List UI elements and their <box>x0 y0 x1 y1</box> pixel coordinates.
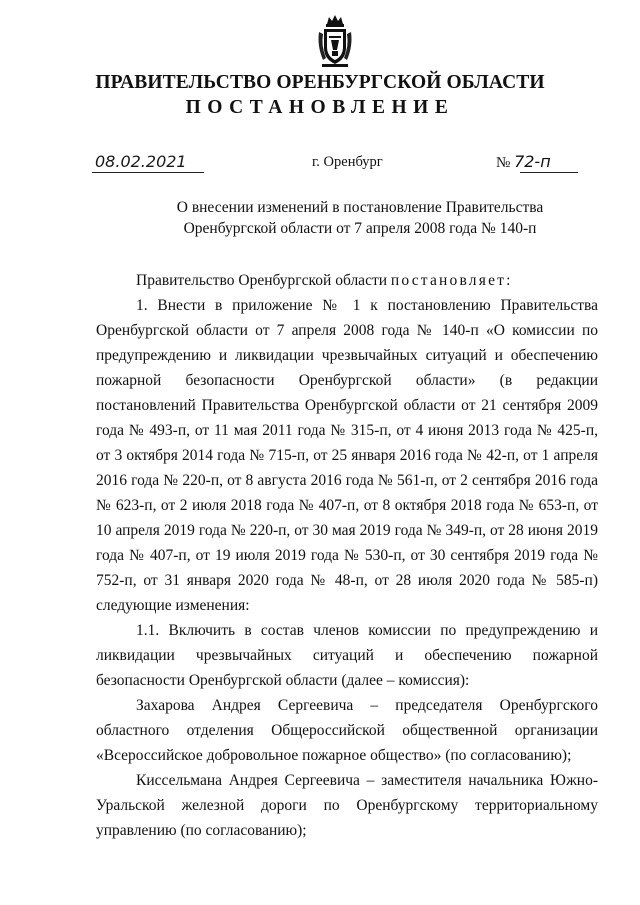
document-subject <box>120 197 600 239</box>
document-body <box>96 268 598 843</box>
organization-title: ПРАВИТЕЛЬСТВО ОРЕНБУРГСКОЙ ОБЛАСТИ <box>95 72 545 93</box>
preamble-lead: Правительство Оренбургской области <box>136 272 391 289</box>
paragraph: 1. Внести в приложение № 1 к постановлению Правительства Оренбургской области от 7 апреля 2008 года № 140-п «О комиссии по предупреждению и ликвидации чрезвычайных ситуаций и обеспечению пожарной безопасности Оренбургской области» (в редакции постановлений Правительства Оренбургской области от 21 сентября 2009 года № 493-п, от 11 мая 2011 года № 315-п, от 4 июня 2013 года № 425-п, от 3 октября 2014 года № 715-п, от 25 января 2016 года № 42-п, от 1 апреля 2016 года № 220-п, от 8 августа 2016 года № 561-п, от 2 сентября 2016 года № 623-п, от 2 июля 2018 года № 407-п, от 8 октября 2018 года № 653-п, от 10 апреля 2019 года № 220-п, от 30 мая 2019 года № 349-п, от 28 июня 2019 года № 407-п, от 19 июля 2019 года № 530-п, от 30 сентября 2019 года № 752-п, от 31 января 2020 года № 48-п, от 28 июля 2020 года № 585-п) следующие изменения: <box>96 297 598 614</box>
preamble-verb: постановляет: <box>390 272 513 289</box>
document-number <box>496 152 551 172</box>
subject-line: О внесении изменений в постановление Правительства <box>176 199 544 216</box>
subject-line: Оренбургской области от 7 апреля 2008 года № 140-п <box>183 220 537 237</box>
orenburg-coat-of-arms-icon <box>315 14 355 70</box>
number-prefix: № <box>496 155 511 171</box>
paragraph: Киссельмана Андрея Сергеевича – заместителя начальника Южно-Уральской железной дороги по Оренбургскому территориальному управлению (по согласованию); <box>96 772 598 839</box>
document-city: г. Оренбург <box>312 154 383 170</box>
number-value: 72-п <box>514 152 551 171</box>
paragraph: Захарова Андрея Сергеевича – председателя Оренбургского областного отделения Общероссийской общественной организации «Всероссийское добровольное пожарное общество» (по согласованию); <box>96 697 598 764</box>
number-underline <box>520 172 578 173</box>
document-type: ПОСТАНОВЛЕНИЕ <box>185 97 455 118</box>
date-underline <box>92 172 204 173</box>
document-date: 08.02.2021 <box>95 152 187 171</box>
preamble <box>96 268 598 293</box>
paragraph: 1.1. Включить в состав членов комиссии по предупреждению и ликвидации чрезвычайных ситуаций и обеспечению пожарной безопасности Оренбургской области (далее – комиссия): <box>96 622 598 689</box>
